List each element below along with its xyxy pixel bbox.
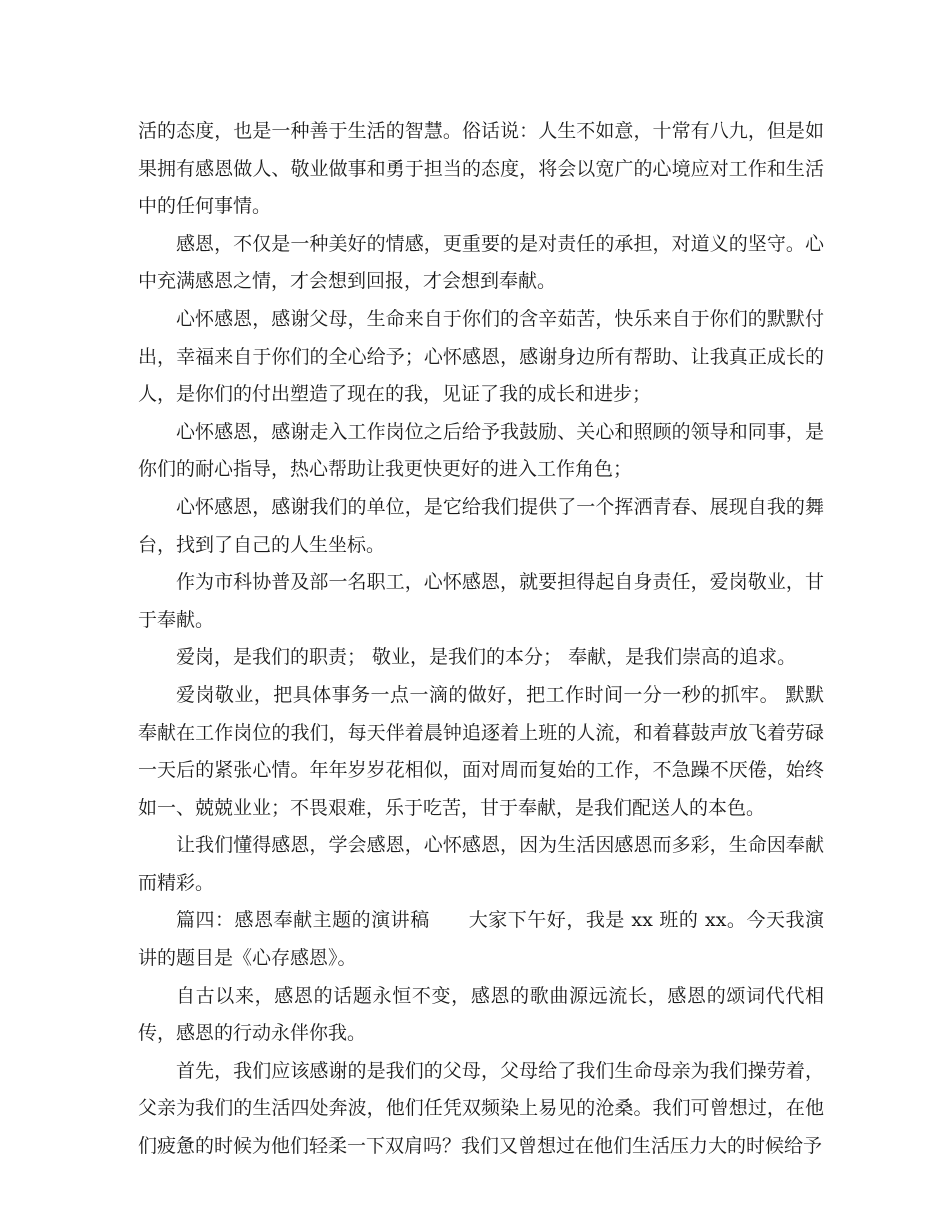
paragraph-learn-gratitude: 让我们懂得感恩，学会感恩，心怀感恩，因为生活因感恩而多彩，生命因奉献而精彩。 <box>138 834 824 894</box>
paragraph-speech-four-title: 篇四：感恩奉献主题的演讲稿 大家下午好，我是 xx 班的 xx。今天我演讲的题目是《心存感恩》。 <box>138 909 824 970</box>
paragraph-love-post: 爱岗，是我们的职责； 敬业，是我们的本分； 奉献，是我们崇高的追求。 <box>176 646 797 669</box>
paragraph-gratitude-responsibility: 感恩，不仅是一种美好的情感，更重要的是对责任的承担，对道义的坚守。心中充满感恩之情，才会想到回报，才会想到奉献。 <box>138 232 824 293</box>
paragraph-continuation: 活的态度，也是一种善于生活的智慧。俗话说：人生不如意，十常有八九，但是如果拥有感恩做人、敬业做事和勇于担当的态度，将会以宽广的心境应对工作和生活中的任何事情。 <box>138 120 824 218</box>
paragraph-thank-parents-first: 首先，我们应该感谢的是我们的父母，父母给了我们生命母亲为我们操劳着，父亲为我们的生活四处奔波，他们任凭双频染上易见的沧桑。我们可曾想过，在他们疲惫的时候为他们轻柔一下双肩吗？我们又曾想过在他们生活压力大的时候给予 <box>138 1059 824 1158</box>
document-body <box>138 113 824 1166</box>
paragraph-thank-colleagues: 心怀感恩，感谢走入工作岗位之后给予我鼓励、关心和照顾的领导和同事，是你们的耐心指导，热心帮助让我更快更好的进入工作角色； <box>138 420 824 481</box>
paragraph-dedication: 爱岗敬业，把具体事务一点一滴的做好，把工作时间一分一秒的抓牢。 默默奉献在工作岗位的我们，每天伴着晨钟追逐着上班的人流，和着暮鼓声放飞着劳碌一天后的紧张心情。年年岁岁花相似，面对周而复始的工作，不急躁不厌倦，始终如一、兢兢业业；不畏艰难，乐于吃苦，甘于奉献，是我们配送人的本色。 <box>138 683 824 819</box>
paragraph-staff-duty: 作为市科协普及部一名职工，心怀感恩，就要担得起自身责任，爱岗敬业，甘于奉献。 <box>138 571 824 631</box>
paragraph-thank-parents: 心怀感恩，感谢父母，生命来自于你们的含辛茹苦，快乐来自于你们的默默付出，幸福来自于你们的全心给予；心怀感恩，感谢身边所有帮助、让我真正成长的人，是你们的付出塑造了现在的我，见证了我的成长和进步； <box>138 307 824 406</box>
paragraph-since-ancient-times: 自古以来，感恩的话题永恒不变，感恩的歌曲源远流长，感恩的颂词代代相传，感恩的行动永伴你我。 <box>138 984 824 1045</box>
paragraph-thank-unit: 心怀感恩，感谢我们的单位，是它给我们提供了一个挥洒青春、展现自我的舞台，找到了自己的人生坐标。 <box>138 495 824 556</box>
